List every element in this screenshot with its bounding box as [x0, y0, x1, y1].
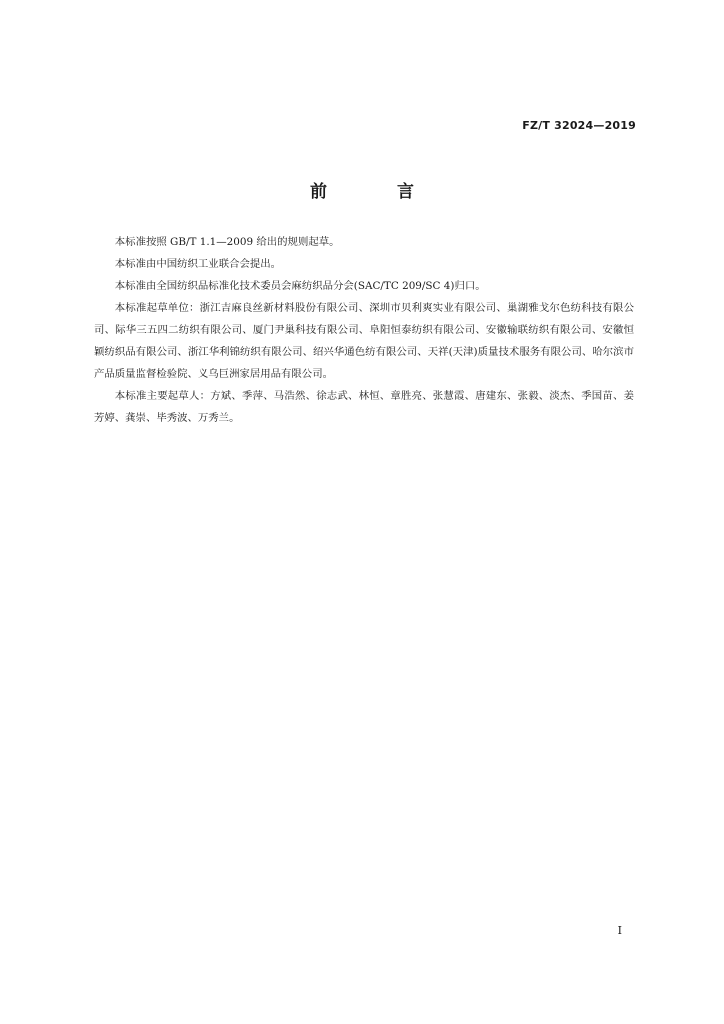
foreword-body [94, 231, 634, 429]
paragraph-proposer: 本标准由中国纺织工业联合会提出。 [114, 258, 282, 270]
paragraph-jurisdiction: 本标准由全国纺织品标准化技术委员会麻纺织品分会(SAC/TC 209/SC 4)归口。 [114, 280, 486, 292]
paragraph-drafting-rules: 本标准按照 GB/T 1.1—2009 给出的规则起草。 [114, 236, 340, 248]
standard-number: FZ/T 32024—2019 [522, 119, 636, 132]
page-title: 前 言 [310, 182, 446, 202]
paragraph-main-drafters: 本标准主要起草人：方斌、季萍、马浩然、徐志武、林恒、章胜亮、张慧霞、唐建东、张毅、淡杰、季国苗、姜芳婷、龚崇、毕秀波、万秀兰。 [94, 390, 634, 424]
page-number: I [617, 924, 622, 937]
paragraph-drafting-units: 本标准起草单位：浙江吉麻良丝新材料股份有限公司、深圳市贝利爽实业有限公司、巢湖雅戈尔色纺科技有限公司、际华三五四二纺织有限公司、厦门尹巢科技有限公司、阜阳恒泰纺织有限公司、安徽输联纺织有限公司、安徽恒颖纺织品有限公司、浙江华利锦纺织有限公司、绍兴华通色纺有限公司、天祥(天津)质量技术服务有限公司、哈尔滨市产品质量监督检验院、义乌巨洲家居用品有限公司。 [94, 302, 634, 380]
